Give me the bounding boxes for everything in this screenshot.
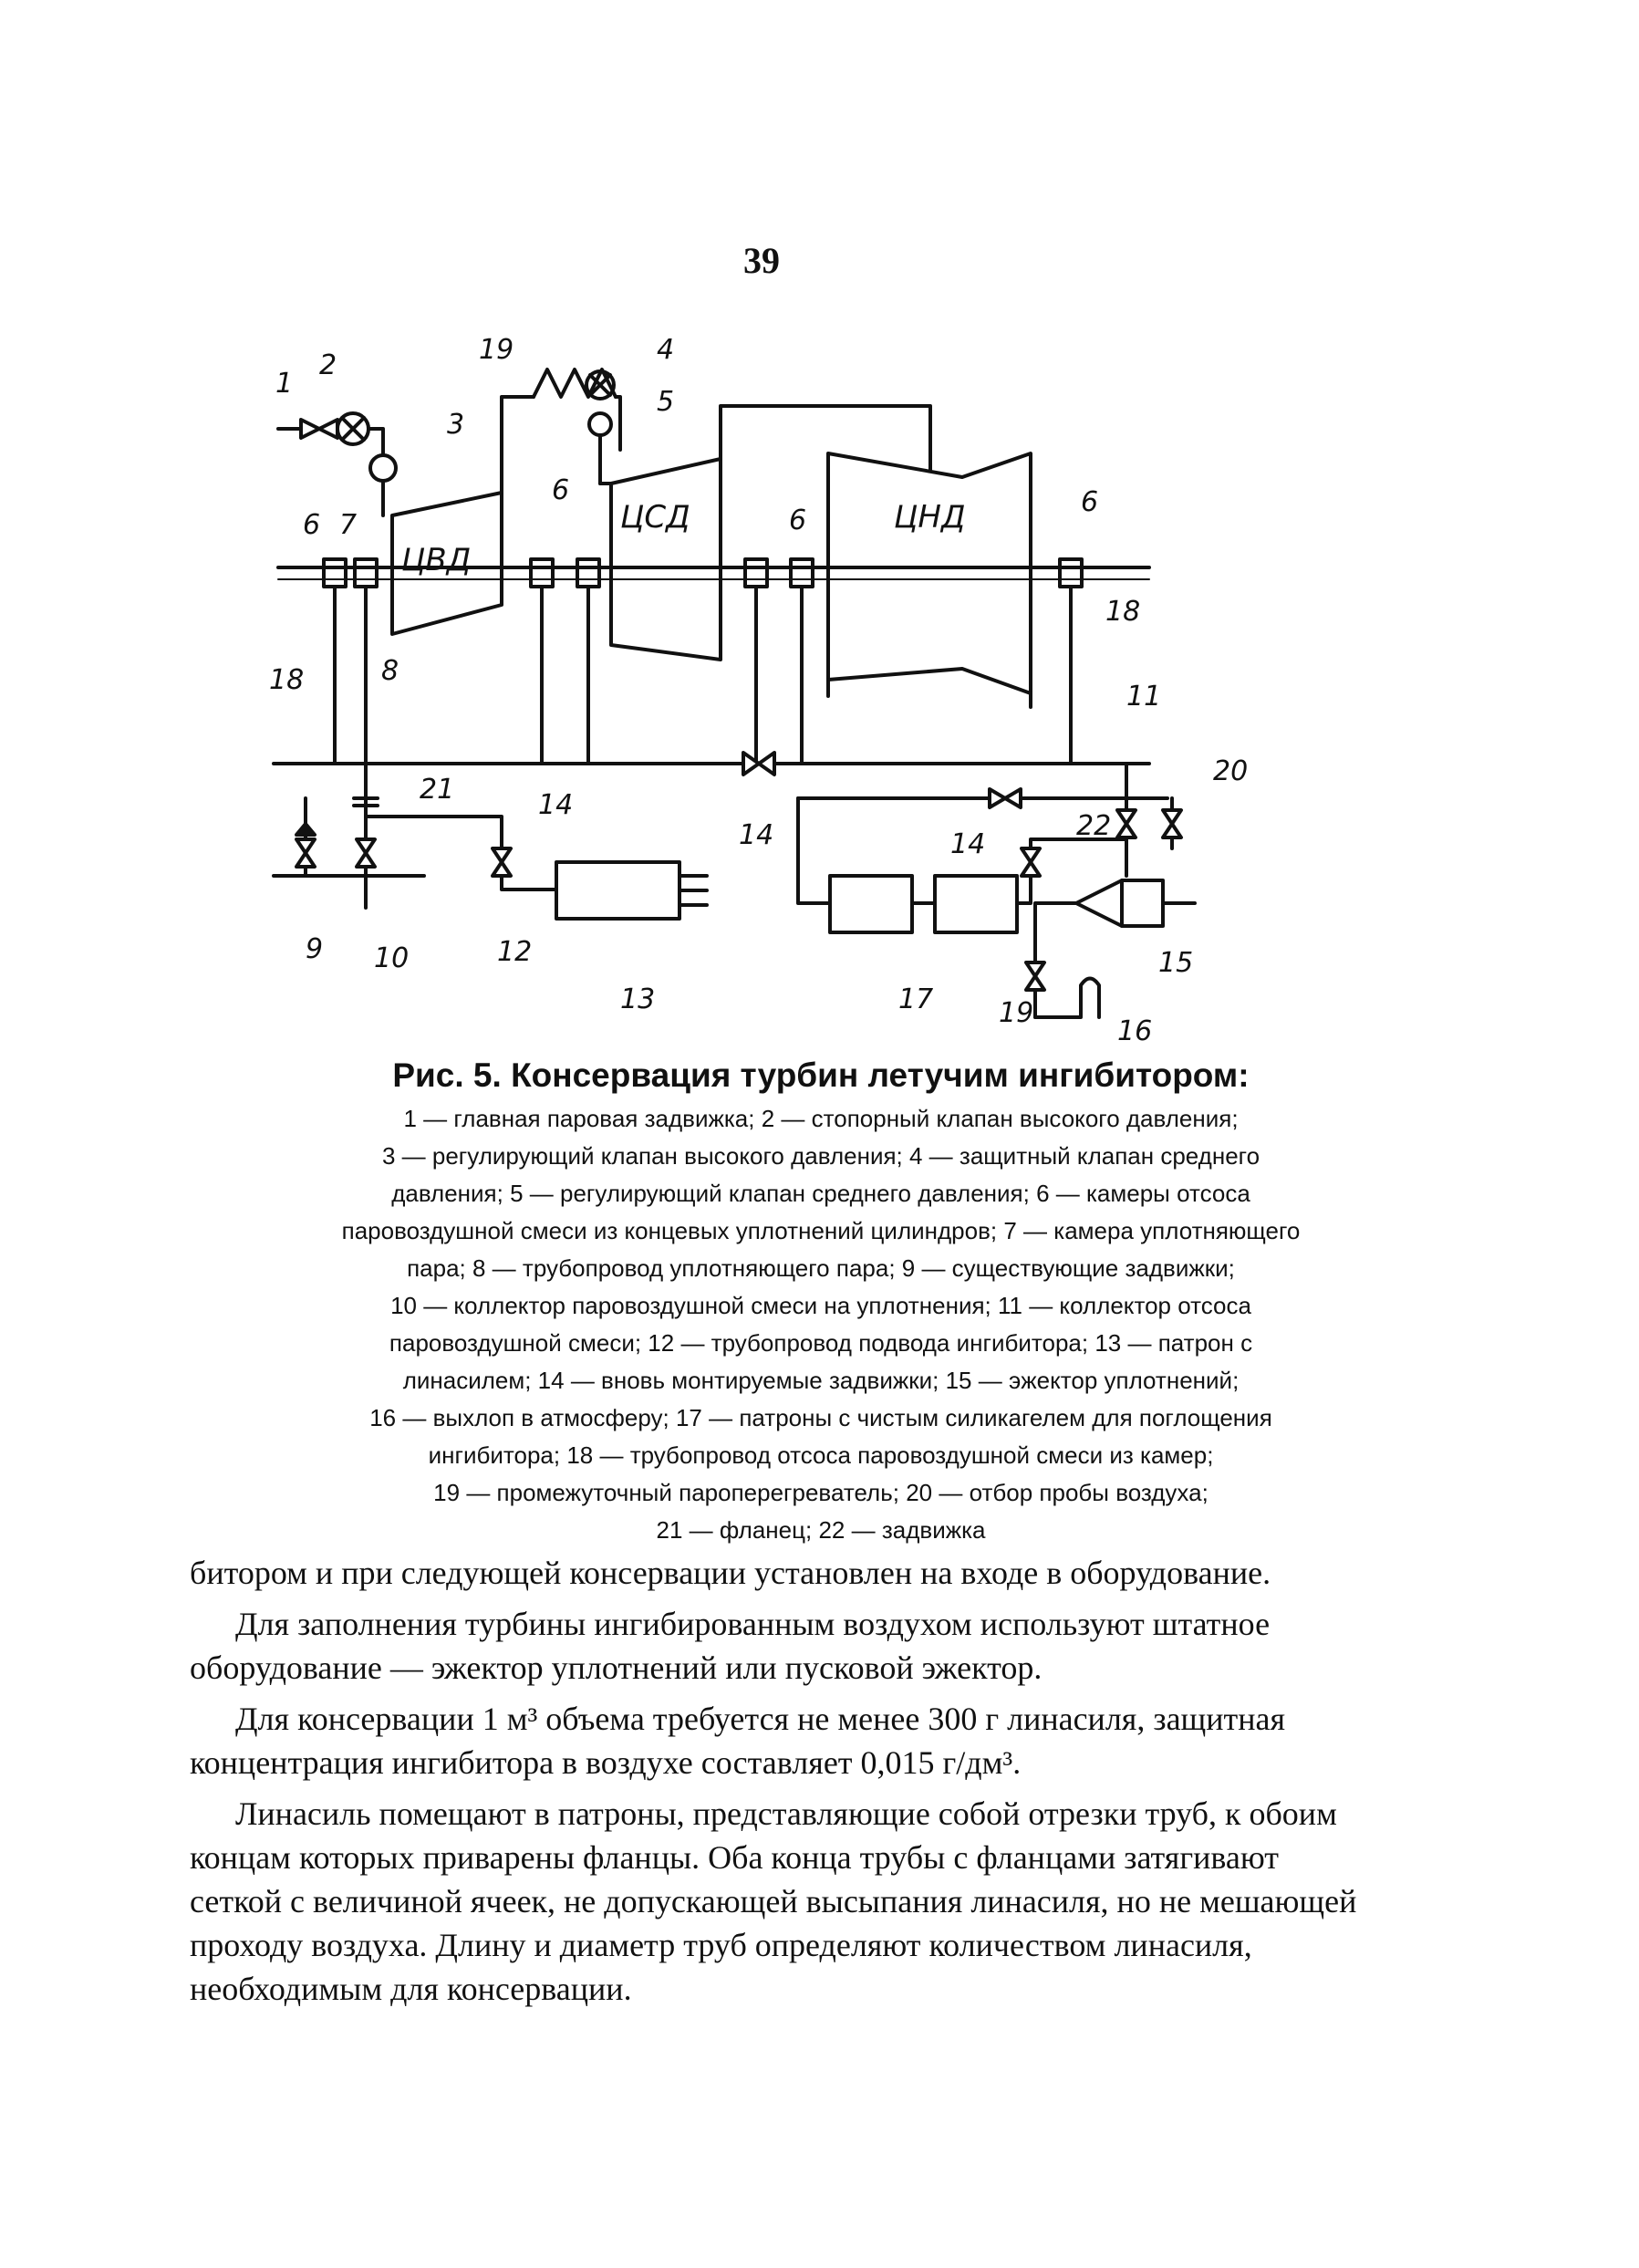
ip-cylinder [611, 459, 721, 660]
label-13: 13 [620, 983, 656, 1015]
ip-cylinder-label: ЦСД [620, 499, 690, 536]
label-12: 12 [497, 936, 533, 968]
label-14c: 14 [950, 828, 986, 860]
new-valve [493, 848, 511, 862]
label-4: 4 [657, 334, 675, 366]
caption-line: 10 — коллектор паровоздушной смеси на уплотнения; 11 — коллектор отсоса [390, 1292, 1251, 1319]
caption-line: паровоздушной смеси; 12 — трубопровод подвода ингибитора; 13 — патрон с [389, 1329, 1253, 1357]
main-steam-gate-valve [301, 420, 319, 438]
label-18b: 18 [1105, 596, 1141, 628]
caption-line: 3 — регулирующий клапан высокого давления; 4 — защитный клапан среднего [381, 1142, 1260, 1170]
label-6c: 6 [789, 505, 807, 536]
caption-line: паровоздушной смеси из концевых уплотнений цилиндров; 7 — камера уплотняющего [341, 1217, 1301, 1244]
label-7: 7 [339, 509, 358, 541]
label-19b: 19 [479, 334, 514, 366]
hp-control-valve [370, 455, 396, 481]
label-6: 6 [303, 509, 321, 541]
reheater-pipe [502, 397, 534, 493]
label-3: 3 [447, 409, 465, 441]
seal-steam-chamber [355, 559, 377, 587]
seal-chamber [324, 559, 346, 587]
gate-valve-22 [1117, 810, 1136, 824]
label-15: 15 [1158, 947, 1194, 979]
paragraph: Для заполнения турбины ингибированным воздухом используют штатное оборудование — эжектор уплотнений или пусковой эжектор. [190, 1606, 1271, 1686]
caption-line: 1 — главная паровая задвижка; 2 — стопорный клапан высокого давления; [403, 1105, 1239, 1132]
figure-caption-title: Рис. 5. Консервация турбин летучим ингибитором: [392, 1056, 1250, 1094]
label-19: 19 [999, 997, 1034, 1029]
caption-line: давления; 5 — регулирующий клапан среднего давления; 6 — камеры отсоса [391, 1180, 1250, 1207]
label-17: 17 [898, 983, 934, 1015]
ip-control-valve [589, 413, 611, 435]
label-14b: 14 [739, 819, 774, 851]
seal-chamber [577, 559, 599, 587]
paragraph: Для консервации 1 м³ объема требуется не менее 300 г линасиля, защитная концентрация ингибитора в воздухе составляет 0,015 г/дм³. [190, 1701, 1286, 1781]
caption-line: 21 — фланец; 22 — задвижка [656, 1516, 986, 1544]
label-11: 11 [1126, 681, 1162, 713]
label-14: 14 [538, 789, 574, 821]
seal-chamber [1060, 559, 1082, 587]
caption-line: 16 — выхлоп в атмосферу; 17 — патроны с чистым силикагелем для поглощения [369, 1404, 1272, 1431]
paragraph: Линасиль помещают в патроны, представляющие собой отрезки труб, к обоим концам которых приварены фланцы. Оба конца трубы с фланцами затягивают сеткой с величиной ячеек, не допускающей высыпания линасиля, но не мешающей проходу воздуха. Длину и диаметр труб определяют количеством линасиля, необходимым для консервации. [190, 1795, 1357, 2007]
atmosphere-exhaust [1035, 979, 1099, 1018]
turbine-conservation-diagram [228, 306, 1277, 1054]
paragraph: битором и при следующей консервации установлен на входе в оборудование. [190, 1555, 1271, 1591]
lp-cylinder [828, 453, 1031, 693]
label-20: 20 [1213, 755, 1249, 787]
label-16: 16 [1117, 1015, 1153, 1047]
lp-cylinder-label: ЦНД [894, 499, 966, 536]
air-sample-valve [1163, 810, 1181, 824]
label-9: 9 [306, 933, 324, 965]
label-2: 2 [319, 349, 337, 381]
inhibitor-feed-pipe [366, 817, 556, 890]
label-6d: 6 [1081, 486, 1099, 518]
label-21: 21 [420, 774, 455, 806]
silica-gel-cartridge [935, 876, 1017, 932]
caption-line: 19 — промежуточный пароперегреватель; 20 — отбор пробы воздуха; [433, 1479, 1209, 1506]
body-text [190, 1551, 1375, 2018]
existing-valve [296, 839, 315, 853]
new-valve [1026, 962, 1044, 976]
new-valve [1022, 848, 1040, 862]
new-valve [990, 789, 1005, 807]
seal-chamber [531, 559, 553, 587]
caption-line: пара; 8 — трубопровод уплотняющего пара; 9 — существующие задвижки; [407, 1254, 1235, 1282]
linasil-cartridge [556, 862, 679, 919]
label-1: 1 [275, 368, 294, 400]
caption-line: ингибитора; 18 — трубопровод отсоса паровоздушной смеси из камер; [428, 1441, 1214, 1469]
page-number: 39 [743, 240, 780, 281]
seal-chamber [791, 559, 813, 587]
label-18: 18 [269, 664, 305, 696]
hp-cylinder-label: ЦВД [401, 542, 472, 578]
label-5: 5 [657, 386, 675, 418]
crossover-pipe [721, 406, 930, 470]
figure-caption-legend [137, 1100, 1505, 1549]
label-8: 8 [381, 655, 399, 687]
label-22: 22 [1076, 810, 1112, 842]
label-10: 10 [374, 942, 410, 974]
silica-gel-cartridge [830, 876, 912, 932]
caption-line: линасилем; 14 — вновь монтируемые задвижки; 15 — эжектор уплотнений; [402, 1367, 1240, 1394]
existing-valve [357, 839, 375, 853]
seal-chamber [745, 559, 767, 587]
seal-ejector [1076, 880, 1122, 926]
label-6b: 6 [552, 474, 570, 506]
